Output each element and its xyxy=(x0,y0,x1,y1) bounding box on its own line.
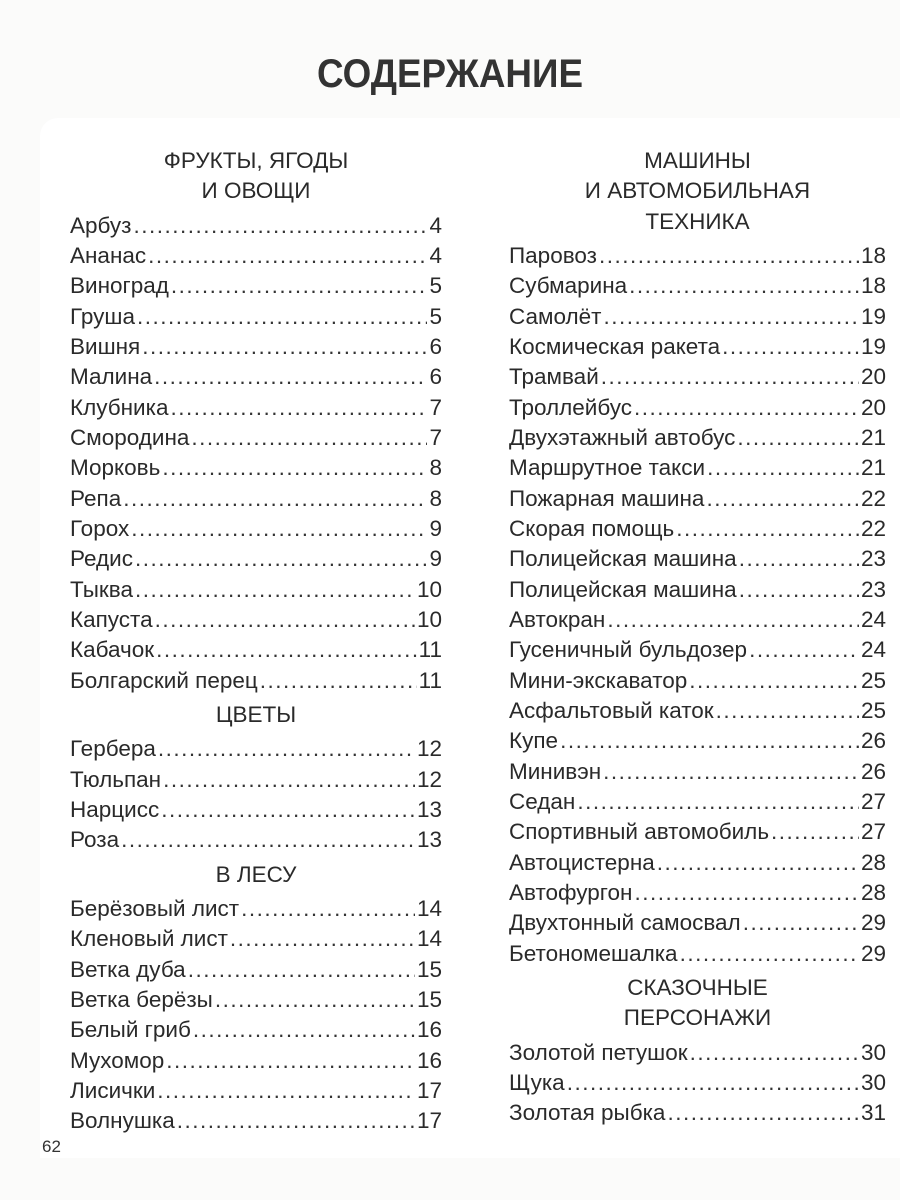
entry-page: 10 xyxy=(416,607,442,633)
entry-title: Золотой петушок xyxy=(509,1039,688,1065)
toc-entry[interactable] xyxy=(70,985,442,1015)
dot-leader xyxy=(603,757,859,787)
entry-title: Тыква xyxy=(70,576,133,602)
toc-entry[interactable] xyxy=(509,1068,886,1098)
entry-title: Ветка дуба xyxy=(70,956,186,982)
toc-entry[interactable] xyxy=(70,514,442,544)
toc-entry[interactable] xyxy=(70,241,442,271)
entry-title: Двухэтажный автобус xyxy=(509,424,736,450)
entry-page: 6 xyxy=(429,364,442,390)
toc-entry[interactable] xyxy=(70,211,442,241)
section-heading-line: ФРУКТЫ, ЯГОДЫ xyxy=(163,148,349,173)
entry-title: Арбуз xyxy=(70,212,132,238)
entry-title: Капуста xyxy=(70,607,153,633)
entry-title: Морковь xyxy=(70,455,161,481)
entry-page: 13 xyxy=(416,827,442,853)
entry-title: Автофургон xyxy=(509,880,633,906)
dot-leader xyxy=(667,1098,859,1128)
entry-title: Маршрутное такси xyxy=(509,455,706,481)
toc-entry[interactable] xyxy=(509,757,886,787)
entry-page: 29 xyxy=(860,940,886,966)
entry-page: 21 xyxy=(860,455,886,481)
dot-leader xyxy=(166,1046,415,1076)
dot-leader xyxy=(156,635,417,665)
dot-leader xyxy=(560,726,859,756)
toc-entry[interactable] xyxy=(70,635,442,665)
entry-title: Берёзовый лист xyxy=(70,896,240,922)
toc-entry[interactable] xyxy=(70,894,442,924)
entry-title: Паровоз xyxy=(509,242,597,268)
entry-page: 9 xyxy=(429,546,442,572)
entry-page: 15 xyxy=(416,987,442,1013)
entry-page: 11 xyxy=(418,667,442,693)
entry-page: 29 xyxy=(860,910,886,936)
entry-page: 17 xyxy=(416,1108,442,1134)
toc-entry[interactable] xyxy=(70,393,442,423)
section-heading xyxy=(70,700,442,730)
toc-entry[interactable] xyxy=(70,302,442,332)
toc-entry[interactable] xyxy=(70,1015,442,1045)
toc-entry[interactable] xyxy=(70,666,442,696)
toc-entry[interactable] xyxy=(70,795,442,825)
entry-title: Горох xyxy=(70,516,130,542)
dot-leader xyxy=(771,817,859,847)
entry-page: 8 xyxy=(429,485,442,511)
entry-title: Седан xyxy=(509,789,576,815)
entry-title: Вишня xyxy=(70,333,141,359)
dot-leader xyxy=(657,848,859,878)
section-heading-line: ПЕРСОНАЖИ xyxy=(623,1005,772,1031)
entry-title: Волнушка xyxy=(70,1108,175,1134)
entry-page: 19 xyxy=(860,303,886,329)
entry-page: 18 xyxy=(860,242,886,268)
entry-title: Автокран xyxy=(509,607,606,633)
dot-leader xyxy=(607,605,859,635)
entry-title: Виноград xyxy=(70,273,169,299)
dot-leader xyxy=(157,1076,415,1106)
entry-title: Полицейская машина xyxy=(509,546,737,572)
dot-leader xyxy=(188,955,415,985)
entry-page: 20 xyxy=(860,364,886,390)
dot-leader xyxy=(135,544,427,574)
toc-entry[interactable] xyxy=(509,726,886,756)
entry-page: 7 xyxy=(429,394,442,420)
section-heading xyxy=(70,146,442,207)
dot-leader xyxy=(722,332,859,362)
section-heading-line: ЦВЕТЫ xyxy=(215,702,297,728)
entry-title: Кленовый лист xyxy=(70,926,228,952)
entry-title: Скорая помощь xyxy=(509,515,675,541)
entry-page: 25 xyxy=(860,667,886,693)
entry-page: 17 xyxy=(416,1078,442,1104)
section-heading-line: И АВТОМОБИЛЬНАЯ xyxy=(584,178,811,204)
dot-leader xyxy=(634,878,859,908)
entry-title: Груша xyxy=(70,303,135,329)
entry-title: Асфальтовый каток xyxy=(509,698,714,724)
toc-entry[interactable] xyxy=(509,575,886,605)
toc-entry[interactable] xyxy=(509,241,886,271)
dot-leader xyxy=(739,544,859,574)
toc-entry[interactable] xyxy=(509,878,886,908)
dot-leader xyxy=(161,795,415,825)
toc-entry[interactable] xyxy=(70,825,442,855)
entry-page: 22 xyxy=(860,515,886,541)
dot-leader xyxy=(716,696,859,726)
entry-title: Смородина xyxy=(70,425,190,450)
toc-entry[interactable] xyxy=(70,605,442,635)
dot-leader xyxy=(177,1106,415,1136)
entry-title: Нарцисс xyxy=(70,797,160,823)
dot-leader xyxy=(241,894,415,924)
section-heading-line: МАШИНЫ xyxy=(644,148,751,173)
toc-entry[interactable] xyxy=(509,848,886,878)
dot-leader xyxy=(215,985,415,1015)
entry-title: Трамвай xyxy=(509,364,599,390)
section-heading xyxy=(509,973,886,1034)
dot-leader xyxy=(603,302,859,332)
dot-leader xyxy=(133,211,427,241)
dot-leader xyxy=(131,514,427,544)
entry-page: 19 xyxy=(860,333,886,359)
entry-title: Субмарина xyxy=(509,273,628,299)
section-heading xyxy=(70,860,442,890)
entry-page: 25 xyxy=(860,698,886,724)
entry-page: 5 xyxy=(429,273,442,299)
left-column xyxy=(70,146,442,1137)
section-heading-line: ТЕХНИКА xyxy=(645,208,750,234)
dot-leader xyxy=(676,514,859,544)
toc-entry[interactable] xyxy=(509,1038,886,1068)
toc-entry[interactable] xyxy=(70,1106,442,1136)
entry-title: Космическая ракета xyxy=(509,333,721,359)
toc-entry[interactable] xyxy=(509,423,886,453)
entry-title: Автоцистерна xyxy=(509,849,655,875)
toc-entry[interactable] xyxy=(70,544,442,574)
section-heading xyxy=(509,146,886,237)
toc-entry[interactable] xyxy=(509,453,886,483)
entry-page: 30 xyxy=(860,1039,886,1065)
entry-title: Болгарский перец xyxy=(70,667,258,693)
toc-entry[interactable] xyxy=(509,302,886,332)
toc-entry[interactable] xyxy=(70,1046,442,1076)
toc-entry[interactable] xyxy=(509,393,886,423)
toc-entry[interactable] xyxy=(70,271,442,301)
toc-entry[interactable] xyxy=(509,362,886,392)
entry-title: Двухтонный самосвал xyxy=(509,910,741,936)
entry-title: Тюльпан xyxy=(70,766,162,792)
entry-title: Лисички xyxy=(70,1078,156,1104)
toc-entry[interactable] xyxy=(509,787,886,817)
page-title: СОДЕРЖАНИЕ xyxy=(316,52,584,96)
toc-entry[interactable] xyxy=(509,666,886,696)
dot-leader xyxy=(739,575,859,605)
dot-leader xyxy=(154,362,427,392)
entry-page: 24 xyxy=(860,607,886,633)
entry-page: 16 xyxy=(416,1017,442,1043)
section-heading-line: СКАЗОЧНЫЕ xyxy=(627,975,768,1001)
dot-leader xyxy=(743,908,859,938)
entry-page: 6 xyxy=(429,333,442,359)
dot-leader xyxy=(577,787,859,817)
entry-page: 21 xyxy=(860,424,886,450)
right-column xyxy=(509,146,886,1129)
toc-entry[interactable] xyxy=(509,1098,886,1128)
toc-entry[interactable] xyxy=(70,484,442,514)
entry-title: Пожарная машина xyxy=(509,485,705,511)
entry-page: 15 xyxy=(416,956,442,982)
toc-entry[interactable] xyxy=(509,544,886,574)
toc-entry[interactable] xyxy=(70,955,442,985)
entry-page: 20 xyxy=(860,394,886,420)
dot-leader xyxy=(121,825,415,855)
toc-entry[interactable] xyxy=(70,734,442,764)
entry-page: 8 xyxy=(429,455,442,481)
dot-leader xyxy=(634,393,859,423)
entry-title: Редис xyxy=(70,546,133,572)
entry-title: Купе xyxy=(509,728,559,754)
entry-title: Кабачок xyxy=(70,637,155,663)
toc-entry[interactable] xyxy=(509,484,886,514)
entry-page: 28 xyxy=(860,849,886,875)
toc-entry[interactable] xyxy=(70,423,442,453)
entry-page: 27 xyxy=(860,789,886,815)
entry-page: 31 xyxy=(860,1100,886,1126)
entry-page: 7 xyxy=(429,425,442,450)
dot-leader xyxy=(123,484,427,514)
toc-entry[interactable] xyxy=(509,332,886,362)
entry-title: Клубника xyxy=(70,394,169,420)
entry-title: Гербера xyxy=(70,736,156,762)
dot-leader xyxy=(162,453,427,483)
dot-leader xyxy=(737,423,859,453)
entry-page: 18 xyxy=(860,273,886,299)
entry-title: Бетономешалка xyxy=(509,940,678,966)
dot-leader xyxy=(155,605,415,635)
entry-title: Гусеничный бульдозер xyxy=(509,637,748,663)
entry-title: Мухомор xyxy=(70,1047,165,1073)
dot-leader xyxy=(135,575,415,605)
dot-leader xyxy=(749,635,859,665)
toc-entry[interactable] xyxy=(70,1076,442,1106)
entry-page: 26 xyxy=(860,758,886,784)
entry-title: Щука xyxy=(509,1070,565,1096)
dot-leader xyxy=(163,765,415,795)
entry-page: 23 xyxy=(860,576,886,602)
entry-page: 5 xyxy=(429,303,442,329)
dot-leader xyxy=(137,302,427,332)
dot-leader xyxy=(142,332,427,362)
toc-entry[interactable] xyxy=(70,575,442,605)
entry-page: 23 xyxy=(860,546,886,572)
entry-page: 30 xyxy=(860,1070,886,1096)
entry-title: Золотая рыбка xyxy=(509,1100,666,1126)
toc-entry[interactable] xyxy=(509,908,886,938)
toc-entry[interactable] xyxy=(509,939,886,969)
dot-leader xyxy=(191,423,427,453)
dot-leader xyxy=(689,666,859,696)
toc-entry[interactable] xyxy=(70,765,442,795)
entry-page: 9 xyxy=(429,516,442,542)
entry-page: 24 xyxy=(860,637,886,663)
toc-entry[interactable] xyxy=(509,514,886,544)
entry-page: 28 xyxy=(860,880,886,906)
dot-leader xyxy=(706,484,859,514)
entry-title: Малина xyxy=(70,364,153,390)
entry-title: Мини-экскаватор xyxy=(509,667,688,693)
toc-entry[interactable] xyxy=(509,817,886,847)
entry-title: Роза xyxy=(70,827,120,853)
dot-leader xyxy=(260,666,417,696)
dot-leader xyxy=(680,939,859,969)
toc-entry[interactable] xyxy=(70,924,442,954)
entry-page: 10 xyxy=(416,576,442,602)
dot-leader xyxy=(707,453,859,483)
entry-page: 13 xyxy=(416,797,442,823)
toc-entry[interactable] xyxy=(509,605,886,635)
dot-leader xyxy=(601,362,859,392)
entry-page: 14 xyxy=(416,926,442,952)
toc-entry[interactable] xyxy=(70,453,442,483)
dot-leader xyxy=(567,1068,859,1098)
entry-page: 11 xyxy=(418,637,442,663)
dot-leader xyxy=(193,1015,415,1045)
toc-entry[interactable] xyxy=(509,635,886,665)
entry-title: Полицейская машина xyxy=(509,576,737,602)
entry-page: 27 xyxy=(860,819,886,845)
entry-page: 26 xyxy=(860,728,886,754)
page-number: 62 xyxy=(42,1137,61,1156)
dot-leader xyxy=(148,241,427,271)
entry-title: Белый гриб xyxy=(70,1017,191,1043)
entry-title: Троллейбус xyxy=(509,394,632,420)
entry-page: 4 xyxy=(429,212,442,238)
entry-title: Ветка берёзы xyxy=(70,987,213,1013)
dot-leader xyxy=(230,924,415,954)
dot-leader xyxy=(170,393,427,423)
entry-title: Минивэн xyxy=(509,758,602,784)
dot-leader xyxy=(158,734,415,764)
toc-entry[interactable] xyxy=(70,362,442,392)
section-heading-line: И ОВОЩИ xyxy=(201,178,311,204)
dot-leader xyxy=(171,271,428,301)
toc-entry[interactable] xyxy=(70,332,442,362)
entry-title: Самолёт xyxy=(509,303,602,329)
entry-page: 12 xyxy=(416,736,442,762)
entry-title: Ананас xyxy=(70,242,147,268)
entry-page: 14 xyxy=(416,896,442,922)
entry-page: 16 xyxy=(416,1047,442,1073)
entry-page: 22 xyxy=(860,485,886,511)
toc-entry[interactable] xyxy=(509,271,886,301)
section-heading-line: В ЛЕСУ xyxy=(215,861,297,887)
dot-leader xyxy=(599,241,859,271)
entry-page: 4 xyxy=(429,242,442,268)
dot-leader xyxy=(629,271,859,301)
entry-title: Репа xyxy=(70,485,122,511)
dot-leader xyxy=(690,1038,859,1068)
entry-page: 12 xyxy=(416,766,442,792)
entry-title: Спортивный автомобиль xyxy=(509,819,770,845)
toc-entry[interactable] xyxy=(509,696,886,726)
